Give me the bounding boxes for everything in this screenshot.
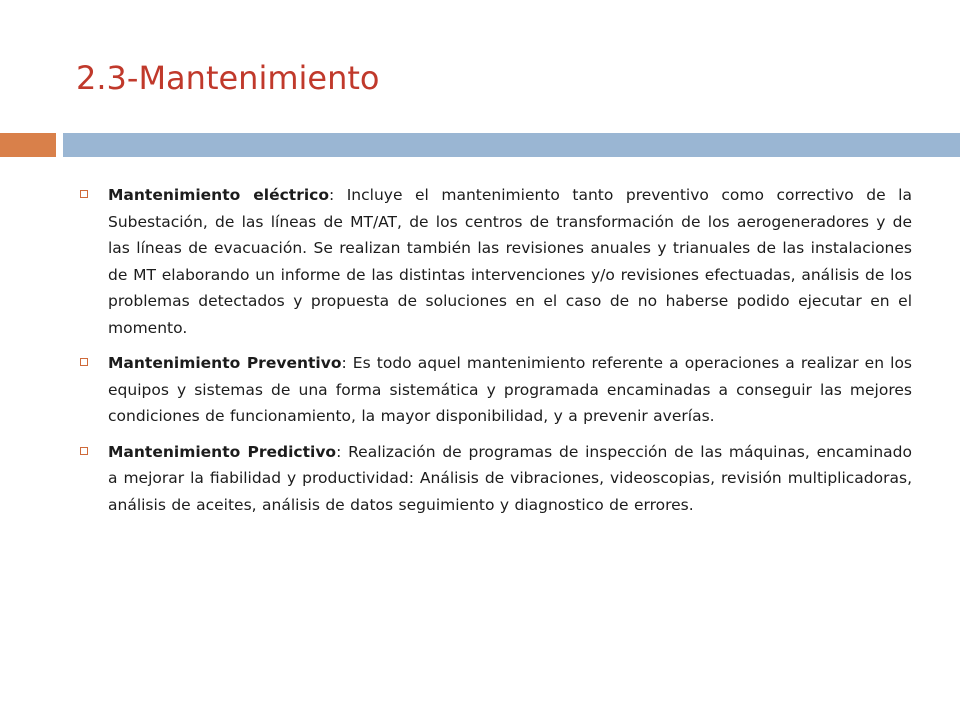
list-item-preventivo — [76, 350, 912, 430]
list-item-lead: Mantenimiento Predictivo — [108, 442, 337, 461]
square-bullet-icon — [80, 190, 88, 198]
list-item-text — [108, 350, 912, 430]
list-item-body: : Incluye el mantenimiento tanto preventivo como correctivo de la Subestación, de las líneas de MT/AT, de los centros de transformación de los aerogeneradores y de las líneas de evacuación. Se realizan también las revisiones anuales y trianuales de las instalaciones de MT elaborando un informe de las distintas intervenciones y/o revisiones efectuadas, análisis de los problemas detectados y propuesta de soluciones en el caso de no haberse podido ejecutar en el momento. — [108, 186, 912, 337]
list-item-body: : Es todo aquel mantenimiento referente a operaciones a realizar en los equipos y sistemas de una forma sistemática y programada encaminadas a conseguir las mejores condiciones de funcionamiento, la mayor disponibilidad, y a prevenir averías. — [108, 354, 913, 425]
square-bullet-icon — [80, 358, 88, 366]
list-item-lead: Mantenimiento eléctrico — [108, 186, 329, 204]
title-divider-bar — [63, 133, 960, 157]
list-item-electrico — [76, 182, 912, 341]
title-accent-bar — [0, 133, 56, 157]
square-bullet-icon — [80, 447, 88, 455]
list-item-text — [108, 182, 912, 341]
list-item-predictivo — [76, 439, 912, 519]
list-item-text — [108, 439, 912, 519]
slide-title: 2.3-Mantenimiento — [76, 59, 380, 97]
list-item-lead: Mantenimiento Preventivo — [108, 354, 342, 372]
bullet-list — [76, 182, 912, 527]
list-item-body: : Realización de programas de inspección de las máquinas, encaminado a mejorar la fiabilidad y productividad: Análisis de vibraciones, videoscopias, revisión multiplicadoras, análisis de aceites, análisis de datos seguimiento y diagnostico de errores. — [108, 442, 913, 514]
